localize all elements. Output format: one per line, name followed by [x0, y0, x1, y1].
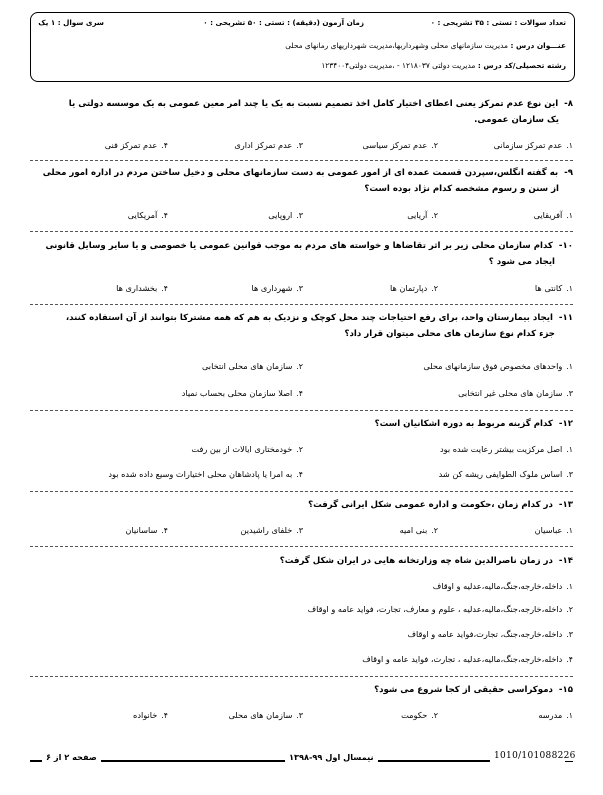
question-12-options-row1 [33, 444, 573, 458]
question-15 [33, 682, 573, 698]
exam-time: زمان آزمون (دقیقه) : تستی : ۵۰ تشریحی : ۰ [203, 18, 364, 27]
option-4[interactable]: ۴.به امرا یا پادشاهان محلی اختیارات وسیع داده شده بود [108, 469, 303, 479]
exam-code: 1010/101088226 [494, 751, 576, 761]
question-text: یک سازمان عمومی. [474, 115, 559, 125]
field-code-label: رشته تحصیلی/کد درس : [477, 61, 566, 70]
question-number: ۱۵- [558, 685, 573, 695]
option-3[interactable]: ۳.خلفای راشیدین [240, 525, 303, 535]
question-12 [33, 416, 573, 432]
option-3[interactable]: ۳.داخله،خارجه،جنگ، تجارت،فواید عامه و اوقاف [407, 629, 573, 639]
question-10 [33, 238, 573, 270]
option-2[interactable]: ۲.خودمختاری ایالات از بین رفت [191, 444, 303, 454]
field-code-line [321, 61, 566, 70]
option-2[interactable]: ۲.حکومت [401, 710, 438, 720]
option-3[interactable]: ۳.شهرداری ها [251, 283, 303, 293]
question-text: دموکراسی حقیقی از کجا شروع می شود؟ [374, 685, 553, 695]
option-1[interactable]: ۱.مدرسه [538, 710, 573, 720]
divider [30, 491, 573, 492]
divider [30, 410, 573, 411]
option-2[interactable]: ۲.آریایی [407, 210, 438, 220]
divider [30, 304, 573, 305]
option-2[interactable]: ۲.دپارتمان ها [390, 283, 438, 293]
option-2[interactable]: ۲.بنی امیه [399, 525, 438, 535]
option-4[interactable]: ۴.آمریکایی [127, 210, 168, 220]
question-text: در زمان ناصرالدین شاه چه وزارتخانه هایی در ایران شکل گرفت؟ [279, 556, 553, 566]
semester-label: نیمسال اول ۹۹-۱۳۹۸ [285, 752, 378, 762]
question-11-options-row1 [33, 361, 573, 375]
option-4[interactable]: ۴.ساسانیان [125, 525, 168, 535]
question-10-options [33, 283, 573, 297]
question-count: تعداد سوالات : تستی : ۳۵ تشریحی : ۰ [430, 18, 566, 27]
question-13 [33, 497, 573, 513]
option-3[interactable]: ۳.سازمان های محلی [228, 710, 303, 720]
question-text: کدام سازمان محلی زیر بر اثر تقاضاها و خواسته های مردم به موجب قوانین عمومی یا خصوصی و یا سایر وسایل قانونی [45, 241, 553, 251]
question-11 [33, 310, 573, 342]
option-2[interactable]: ۲.عدم تمرکز سیاسی [362, 140, 438, 150]
question-13-options [33, 525, 573, 539]
course-title-value: مدیریت سازمانهای محلی وشهرداربها،مدیریت شهرداریهای رمانهای محلی [285, 41, 508, 50]
page-footer [30, 751, 576, 768]
question-number: ۸- [564, 99, 573, 109]
question-text: از سنن و رسوم مشخصه کدام نژاد بوده است؟ [364, 184, 559, 194]
option-1[interactable]: ۱.اصل مرکزیت بیشتر رعایت شده بود [439, 444, 573, 454]
page-number: صفحه ۲ از ۶ [42, 752, 101, 762]
divider [30, 231, 573, 232]
question-number: ۱۴- [558, 556, 573, 566]
option-4[interactable]: ۴.بخشداری ها [116, 283, 168, 293]
question-text: ایجاد بیمارستان واحد، برای رفع احتیاجات چند محل کوچک و نزدیک به هم که همه مشترکا بتوانند از آن استفاده کنند، [65, 313, 553, 323]
option-4[interactable]: ۴.خانواده [133, 710, 168, 720]
question-number: ۱۲- [558, 419, 573, 429]
option-1[interactable]: ۱.آفریقایی [533, 210, 573, 220]
option-1[interactable]: ۱.عباسیان [534, 525, 573, 535]
question-number: ۹- [564, 168, 573, 178]
option-4[interactable]: ۴.اصلا سازمان محلی بحساب نمیاد [181, 388, 303, 398]
option-2[interactable]: ۲.داخله،خارجه،جنگ،مالیه،عدلیه ، علوم و معارف، تجارت، فواید عامه و اوقاف [307, 604, 573, 614]
question-14 [33, 553, 573, 569]
question-15-options [33, 710, 573, 724]
question-8-options [33, 140, 573, 154]
question-number: ۱۳- [558, 500, 573, 510]
option-1[interactable]: ۱.واحدهای مخصوص فوق سازمانهای محلی [423, 361, 573, 371]
question-text: ایجاد می شود ؟ [488, 257, 555, 267]
divider [30, 160, 573, 161]
question-9-options [33, 210, 573, 224]
option-1[interactable]: ۱.عدم تمرکز سازمانی [493, 140, 573, 150]
option-3[interactable]: ۳.سازمان های محلی غیر انتخابی [458, 388, 573, 398]
option-4[interactable]: ۴.داخله،خارجه،جنگ،مالیه،عدلیه ، تجارت، فواید عامه و اوقاف [362, 654, 573, 664]
question-number: ۱۰- [558, 241, 573, 251]
exam-header [30, 12, 575, 82]
option-1[interactable]: ۱.داخله،خارجه،جنگ،مالیه،عدلیه و اوقاف [432, 581, 573, 591]
question-12-options-row2 [33, 469, 573, 483]
field-code-value: مدیریت دولتی ۱۲۱۸۰۳۷ - ،مدیریت دولتی۱۲۳۴۰۰۴ [321, 61, 476, 70]
question-text: این نوع عدم تمرکز یعنی اعطای اختیار کامل اخذ تصمیم نسبت به یک یا چند امر معین عمومی به یک موسسه دولتی یا [68, 99, 559, 109]
question-number: ۱۱- [558, 313, 573, 323]
option-2[interactable]: ۲.سازمان های محلی انتخابی [201, 361, 303, 371]
option-3[interactable]: ۳.اساس ملوک الطوایفی ریشه کن شد [438, 469, 573, 479]
option-3[interactable]: ۳.اروپایی [268, 210, 303, 220]
question-11-options-row2 [33, 388, 573, 402]
divider [30, 676, 573, 677]
course-title-line [285, 41, 566, 50]
question-9 [33, 165, 573, 197]
option-1[interactable]: ۱.کانتی ها [534, 283, 573, 293]
question-text: کدام گزینه مربوط به دوره اشکانیان است؟ [374, 419, 553, 429]
question-series: سری سوال : ۱ یک [38, 18, 104, 27]
question-text: جزء کدام نوع سازمان های محلی میتوان قرار داد؟ [344, 329, 555, 339]
option-3[interactable]: ۳.عدم تمرکز اداری [234, 140, 303, 150]
question-text: در کدام زمان ،حکومت و اداره عمومی شکل ایرانی گرفت؟ [308, 500, 553, 510]
question-text: به گفته انگلس،سپردن قسمت عمده ای از امور عمومی به دست سازمانهای محلی و دخیل ساختن مردم در اداره امور محلی [42, 168, 559, 178]
option-4[interactable]: ۴.عدم تمرکز فنی [104, 140, 168, 150]
question-8 [33, 96, 573, 128]
divider [30, 546, 573, 547]
course-title-label: عنـــوان درس : [510, 41, 566, 50]
